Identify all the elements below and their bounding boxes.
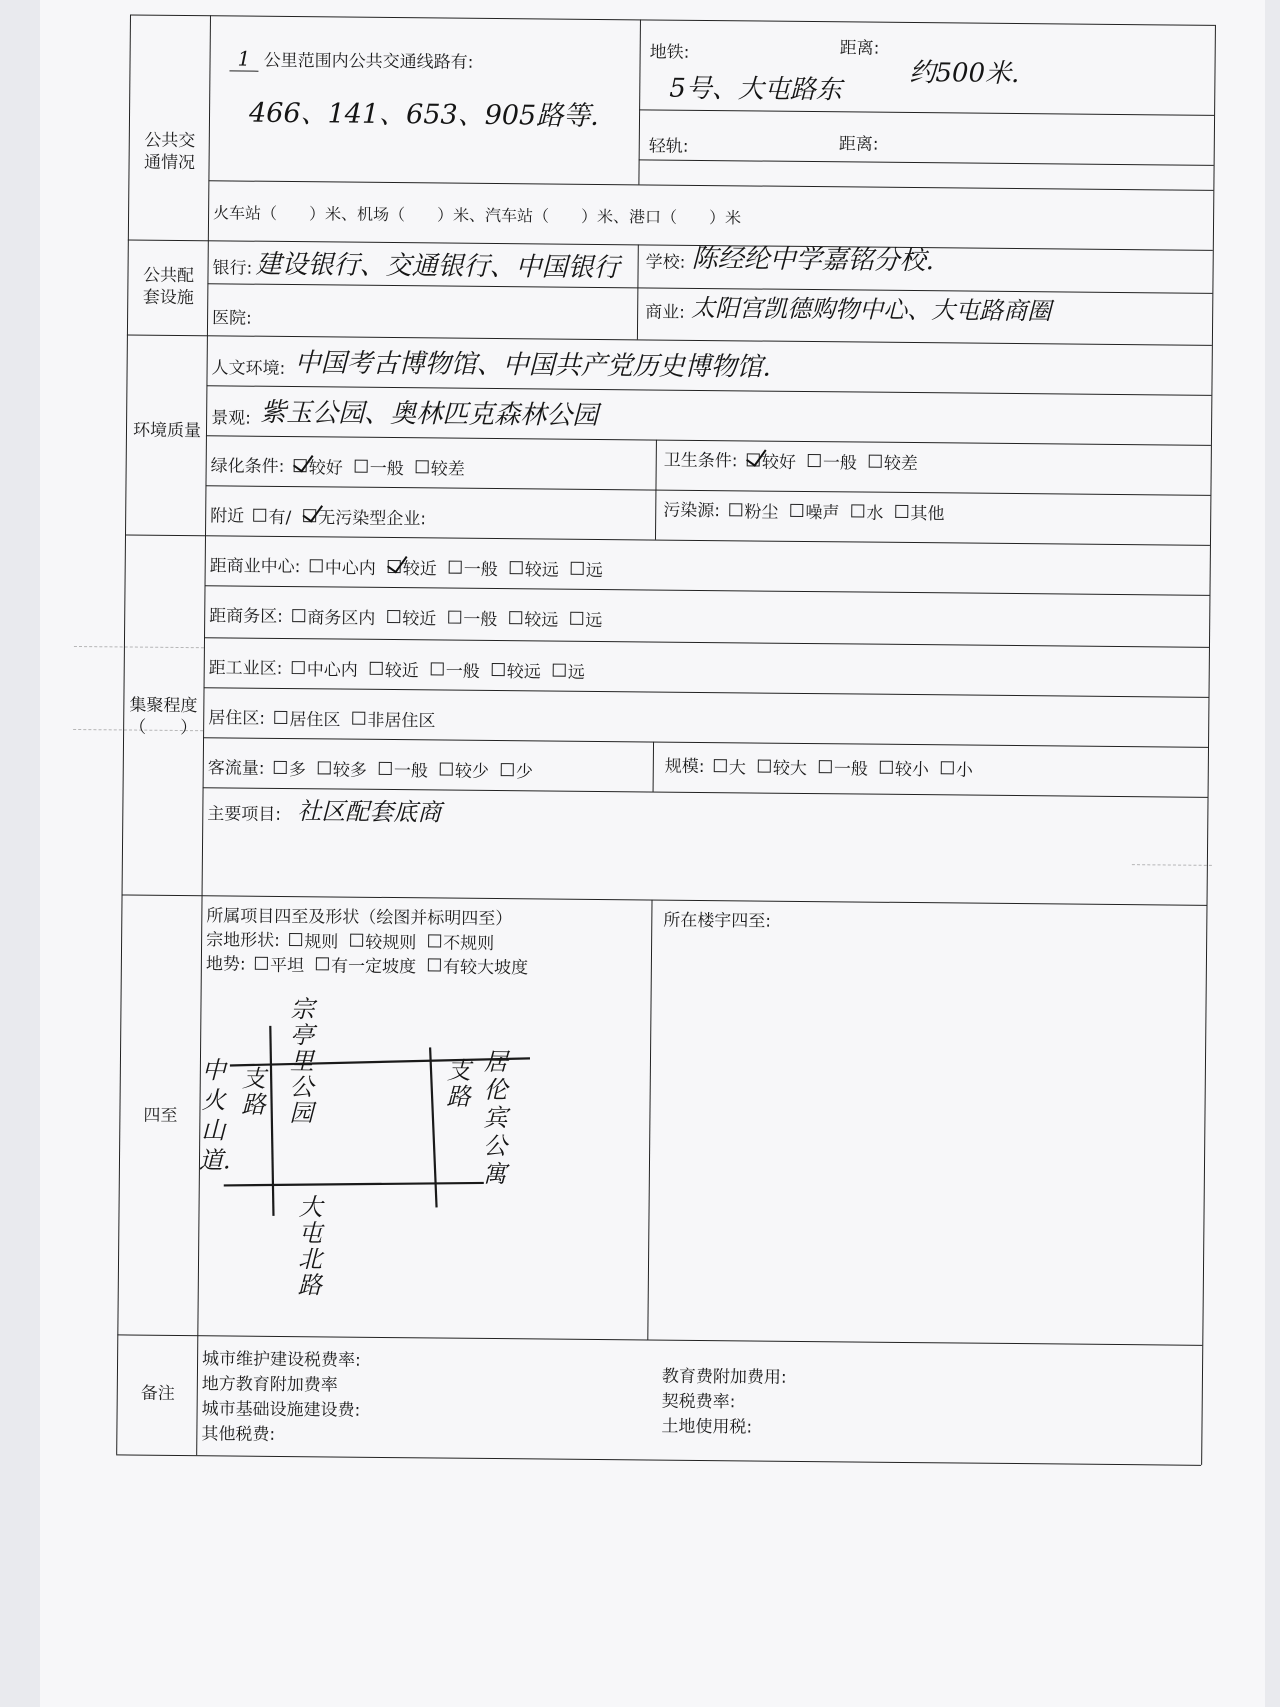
- traffic-options: [274, 755, 533, 782]
- stations-line: 火车站（ ）米、机场（ ）米、汽车站（ ）米、港口（ ）米: [213, 203, 742, 228]
- checkbox-option[interactable]: [501, 757, 533, 782]
- checkbox-label: 小: [955, 760, 974, 781]
- hospital-label: 医院:: [211, 308, 252, 329]
- scale-row: 规模: 大 较大 一般 较小 小: [665, 752, 973, 781]
- checkbox-icon[interactable]: [510, 561, 523, 574]
- checkbox-label: 较小: [894, 759, 930, 781]
- bus-line-label: 1 公里范围内公共交通线路有:: [229, 45, 473, 72]
- checkbox-icon[interactable]: [808, 454, 821, 467]
- checkbox-icon[interactable]: [316, 957, 329, 970]
- checkbox-icon[interactable]: [880, 761, 893, 774]
- checkbox-label: 较多: [332, 760, 367, 781]
- checkbox-option[interactable]: [428, 928, 494, 954]
- checkbox-label: 一般: [822, 453, 857, 474]
- sketch-north: 宗亭里公园: [289, 995, 315, 1128]
- checkbox-option[interactable]: [758, 754, 807, 779]
- metro-value: 5号、大屯路东: [669, 73, 842, 106]
- checkbox-option[interactable]: [274, 705, 340, 731]
- checkbox-label: 中心内: [324, 558, 376, 579]
- bank-value: 建设银行、交通银行、中国银行: [255, 249, 620, 284]
- checkbox-option[interactable]: [253, 503, 291, 528]
- checkbox-icon[interactable]: [509, 611, 522, 624]
- checkbox-icon[interactable]: [851, 504, 864, 517]
- sketch-east-road: 支路: [446, 1056, 472, 1111]
- checkbox-label: 平坦: [269, 955, 305, 977]
- checkbox-label: 较规则: [365, 932, 417, 954]
- checkbox-option[interactable]: [370, 656, 419, 681]
- checkbox-icon[interactable]: [352, 712, 365, 725]
- checkbox-option[interactable]: [350, 928, 416, 954]
- checkbox-icon[interactable]: [254, 509, 267, 522]
- checkbox-icon[interactable]: [310, 559, 323, 572]
- checkbox-label: 较远: [524, 560, 559, 581]
- checkbox-option[interactable]: [318, 755, 367, 780]
- checkbox-label: 有/: [268, 507, 292, 529]
- checked-box-icon[interactable]: [747, 453, 760, 466]
- checkbox-option[interactable]: [570, 606, 602, 631]
- checkbox-label: 无污染型企业:: [318, 508, 427, 530]
- landscape-label: 景观:: [211, 408, 251, 429]
- project-title: 所属项目四至及形状（绘图并标明四至）: [206, 906, 513, 930]
- checkbox-option[interactable]: [274, 755, 306, 780]
- checkbox-icon[interactable]: [790, 504, 803, 517]
- checkbox-label: 远: [585, 560, 603, 582]
- sketch-south: 大屯北路: [297, 1193, 323, 1300]
- business-options: [292, 603, 602, 631]
- terrain-row: 地势: 平坦 有一定坡度 有较大坡度: [206, 949, 528, 978]
- commercial-options: [310, 553, 603, 581]
- nearby-row: 附近 有/ 无污染型企业:: [210, 501, 426, 529]
- sketch-lines: [228, 975, 610, 1219]
- checkbox-option[interactable]: [571, 556, 603, 581]
- checkbox-label: 较大: [772, 758, 808, 780]
- checkbox-icon[interactable]: [440, 762, 453, 775]
- light-rail-label: 轻轨:: [648, 136, 689, 157]
- checkbox-option[interactable]: [747, 447, 796, 472]
- checkbox-icon[interactable]: [729, 503, 742, 516]
- checkbox-option[interactable]: [819, 754, 868, 779]
- checkbox-option[interactable]: [510, 555, 559, 580]
- light-rail-distance-label: 距离:: [838, 134, 879, 155]
- checkbox-option[interactable]: [289, 927, 338, 952]
- hygiene-options: [747, 447, 918, 474]
- bus-distance-value: 1: [229, 46, 258, 71]
- section-facilities: 公共配套设施: [142, 265, 195, 309]
- greening-options: [294, 453, 465, 480]
- checkbox-option[interactable]: [388, 554, 437, 579]
- remark-other-taxes: 其他税费:: [201, 1424, 276, 1445]
- checkbox-icon[interactable]: [274, 711, 287, 724]
- checkbox-icon[interactable]: [501, 763, 514, 776]
- metro-distance-value: 约500米.: [909, 57, 1020, 90]
- checkbox-label: 粉尘: [744, 502, 779, 523]
- section-agglomeration-paren: （ ）: [129, 717, 198, 739]
- checkbox-option[interactable]: [790, 498, 839, 523]
- checkbox-icon[interactable]: [758, 760, 771, 773]
- checkbox-icon[interactable]: [448, 611, 461, 624]
- remark-local-education: 地方教育附加费率: [201, 1374, 338, 1396]
- checkbox-icon[interactable]: [570, 612, 583, 625]
- checkbox-option[interactable]: [292, 655, 358, 681]
- main-items-value: 社区配套底商: [297, 797, 442, 827]
- checkbox-icon[interactable]: [492, 663, 505, 676]
- sketch-west-place: 中火山道.: [198, 1056, 231, 1175]
- checkbox-label: 较近: [384, 660, 419, 682]
- checkbox-label: 非居住区: [367, 710, 436, 732]
- sketch-west-road: 支路: [241, 1064, 266, 1119]
- school-label: 学校:: [645, 252, 686, 273]
- checkbox-label: 较差: [883, 453, 918, 475]
- checkbox-option[interactable]: [387, 604, 436, 629]
- checkbox-icon[interactable]: [431, 662, 444, 675]
- checked-box-icon[interactable]: [388, 560, 401, 573]
- checkbox-option[interactable]: [869, 449, 918, 474]
- industrial-options: [292, 655, 585, 683]
- checkbox-option[interactable]: [492, 657, 541, 682]
- checkbox-option[interactable]: [379, 756, 428, 781]
- scale-options: [714, 753, 973, 780]
- section-boundaries: 四至: [143, 1105, 178, 1126]
- hygiene-row: 卫生条件: 较好 一般 较差: [664, 446, 918, 474]
- section-transport: 公共交通情况: [143, 130, 196, 174]
- checkbox-label: 较近: [402, 609, 437, 630]
- checkbox-option[interactable]: [431, 656, 480, 681]
- pollution-row: 污染源: 粉尘 噪声 水 其他: [663, 496, 944, 525]
- checkbox-option[interactable]: [316, 951, 416, 977]
- checkbox-label: 有一定坡度: [330, 956, 417, 978]
- checkbox-label: 多: [288, 760, 306, 781]
- terrain-options: [255, 951, 528, 979]
- metro-label: 地铁:: [649, 42, 690, 63]
- culture-value: 中国考古博物馆、中国共产党历史博物馆.: [294, 348, 772, 383]
- checkbox-label: 规则: [304, 932, 339, 953]
- remark-infrastructure: 城市基础设施建设费:: [201, 1399, 361, 1421]
- checkbox-option[interactable]: [294, 453, 343, 478]
- remark-deed-tax: 契税费率:: [661, 1391, 736, 1413]
- bus-lines-value: 466、141、653、905路等.: [248, 97, 599, 132]
- checkbox-label: 一般: [445, 661, 480, 682]
- remark-education-surcharge: 教育费附加费用:: [661, 1366, 787, 1388]
- landscape-value: 紫玉公园、奥林匹克森林公园: [260, 397, 599, 431]
- checkbox-label: 水: [866, 503, 884, 524]
- sketch-east-place: 居伦宾公寓: [482, 1047, 509, 1189]
- checkbox-option[interactable]: [440, 756, 489, 781]
- checkbox-label: 较远: [506, 662, 541, 683]
- checkbox-icon[interactable]: [292, 609, 305, 622]
- checkbox-option[interactable]: [941, 755, 973, 780]
- checkbox-icon[interactable]: [350, 934, 363, 947]
- residential-row: 居住区: 居住区 非居住区: [208, 703, 435, 731]
- remark-land-use-tax: 土地使用税:: [661, 1416, 753, 1438]
- checkbox-label: 居住区: [289, 710, 341, 731]
- section-agglomeration: 集聚程度: [129, 695, 198, 717]
- checkbox-option[interactable]: [808, 448, 857, 473]
- remarks-right: [661, 1365, 786, 1441]
- checkbox-label: 中心内: [306, 660, 358, 681]
- checkbox-icon[interactable]: [289, 933, 302, 946]
- checkbox-label: 少: [515, 762, 533, 783]
- checkbox-label: 较差: [430, 459, 465, 480]
- checkbox-label: 远: [585, 610, 603, 632]
- checkbox-option[interactable]: [851, 498, 883, 523]
- shape-row: 宗地形状: 规则 较规则 不规则: [206, 925, 494, 954]
- checkbox-label: 较好: [308, 458, 343, 479]
- checkbox-icon[interactable]: [428, 958, 441, 971]
- checkbox-icon[interactable]: [553, 664, 566, 677]
- commerce-label: 商业:: [645, 302, 685, 323]
- section-remarks: 备注: [140, 1383, 175, 1404]
- checkbox-option[interactable]: [255, 951, 304, 976]
- checkbox-label: 远: [567, 662, 585, 683]
- checkbox-label: 一般: [463, 609, 498, 631]
- checkbox-option[interactable]: [448, 605, 497, 630]
- checkbox-label: 不规则: [443, 933, 495, 955]
- bank-label: 银行:: [212, 258, 253, 279]
- checkbox-option[interactable]: [310, 553, 376, 579]
- checkbox-icon[interactable]: [449, 561, 462, 574]
- checkbox-icon[interactable]: [292, 661, 305, 674]
- commerce-value: 太阳宫凯德购物中心、大屯路商圈: [691, 293, 1052, 326]
- checkbox-option[interactable]: [553, 658, 585, 683]
- checkbox-icon[interactable]: [387, 610, 400, 623]
- greening-row: 绿化条件: 较好 一般 较差: [211, 451, 465, 479]
- checkbox-option[interactable]: [352, 706, 435, 732]
- checkbox-option[interactable]: [880, 755, 929, 780]
- checkbox-icon[interactable]: [255, 957, 268, 970]
- checkbox-option[interactable]: [449, 555, 498, 580]
- checkbox-label: 较近: [402, 559, 437, 580]
- checkbox-option[interactable]: [509, 605, 558, 630]
- checkbox-icon[interactable]: [416, 460, 429, 473]
- checkbox-icon[interactable]: [379, 762, 392, 775]
- checkbox-option[interactable]: [729, 497, 778, 522]
- checkbox-icon[interactable]: [571, 562, 584, 575]
- checkbox-option[interactable]: [428, 952, 528, 978]
- business-row: 距商务区: 商务区内 较近 一般 较远 远: [209, 601, 602, 631]
- checkbox-label: 一般: [369, 458, 404, 480]
- checkbox-label: 噪声: [805, 502, 840, 524]
- checkbox-label: 有较大坡度: [442, 957, 529, 979]
- checkbox-icon[interactable]: [941, 761, 954, 774]
- checkbox-icon[interactable]: [895, 505, 908, 518]
- checkbox-label: 商务区内: [307, 608, 376, 629]
- commercial-row: 距商业中心: 中心内 较近 一般 较远 远: [210, 551, 603, 581]
- checkbox-option[interactable]: [292, 603, 375, 629]
- checked-box-icon[interactable]: [303, 509, 316, 522]
- residential-options: [274, 705, 435, 732]
- culture-label: 人文环境:: [211, 358, 286, 379]
- checkbox-label: 一般: [833, 759, 869, 780]
- remark-urban-maintenance: 城市维护建设税费率:: [201, 1349, 361, 1371]
- checkbox-label: 其他: [910, 503, 945, 525]
- checkbox-icon[interactable]: [274, 761, 287, 774]
- checkbox-label: 大: [728, 758, 747, 779]
- traffic-row: 客流量: 多 较多 一般 较少 少: [208, 753, 533, 782]
- checkbox-label: 较少: [454, 761, 489, 782]
- main-items-label: 主要项目:: [207, 804, 282, 825]
- checkbox-label: 较好: [761, 452, 796, 473]
- pollution-options: [729, 497, 944, 524]
- checkbox-icon[interactable]: [819, 760, 832, 773]
- checkbox-icon[interactable]: [355, 460, 368, 473]
- checkbox-icon[interactable]: [869, 455, 882, 468]
- checkbox-option[interactable]: [416, 454, 465, 479]
- checkbox-label: 较远: [524, 610, 559, 631]
- checkbox-label: 一般: [393, 761, 428, 782]
- checkbox-icon[interactable]: [714, 759, 727, 772]
- survey-form: [65, 14, 1230, 1585]
- checkbox-icon[interactable]: [428, 934, 441, 947]
- nearby-options: [253, 503, 426, 530]
- school-value: 陈经纶中学嘉铭分校.: [691, 243, 935, 277]
- metro-distance-label: 距离:: [839, 38, 880, 59]
- checkbox-icon[interactable]: [370, 662, 383, 675]
- checkbox-label: 一般: [463, 559, 498, 581]
- checked-box-icon[interactable]: [294, 459, 307, 472]
- checkbox-option[interactable]: [355, 454, 404, 479]
- checkbox-option[interactable]: [895, 499, 944, 524]
- checkbox-option[interactable]: [303, 503, 426, 529]
- section-environment: 环境质量: [132, 420, 202, 442]
- building-title: 所在楼宇四至:: [663, 910, 772, 932]
- remarks-left: [201, 1347, 361, 1449]
- industrial-row: 距工业区: 中心内 较近 一般 较远 远: [209, 653, 585, 683]
- checkbox-icon[interactable]: [318, 761, 331, 774]
- checkbox-option[interactable]: [714, 753, 746, 778]
